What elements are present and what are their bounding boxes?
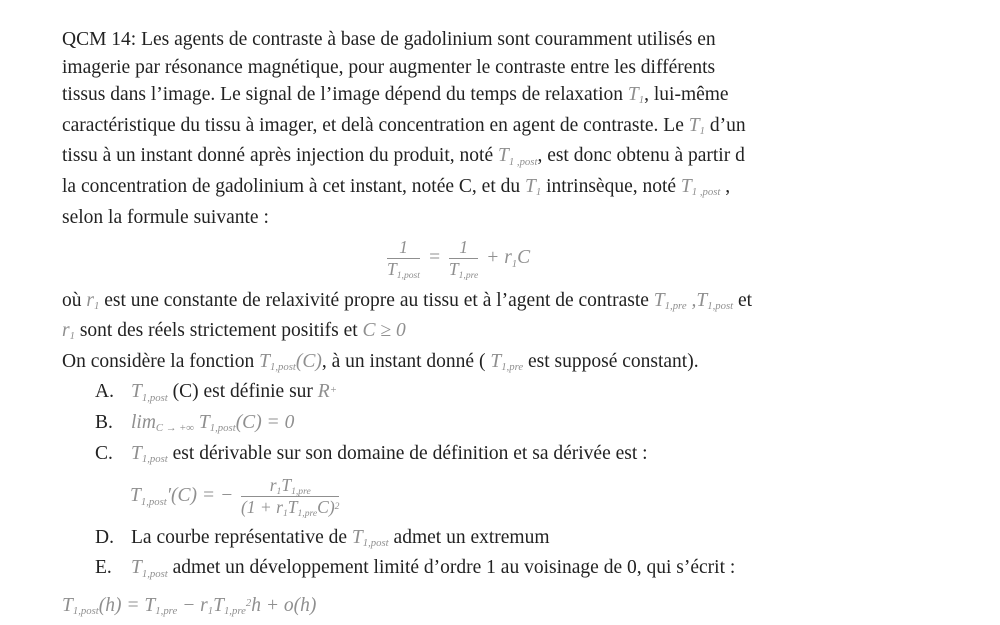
math-run: $T_{1 ,post}$ (497, 145, 538, 168)
text-run: d’un (704, 114, 746, 136)
item-c (62, 440, 964, 471)
text-run: On considère la fonction (62, 350, 260, 372)
text-run: tissu à un instant donné après injection du produit, noté (62, 145, 498, 167)
math-run: $T_{1,post}(C)$ (259, 350, 322, 374)
text-run: la concentration de gadolinium à cet instant, notée C, et du (62, 175, 525, 197)
item-text (131, 554, 735, 585)
para-line-1 (62, 26, 964, 54)
para-line-8 (62, 287, 964, 318)
math-run: R+ (317, 381, 337, 403)
item-text (131, 440, 648, 471)
item-e (62, 554, 964, 585)
item-text (131, 524, 550, 555)
para-line-9 (62, 317, 964, 348)
text-run: intrinsèque, noté (541, 175, 681, 197)
math-run: $T_1$ (688, 114, 705, 137)
para-line-10 (62, 348, 964, 379)
math-run: $T_{1,post}$ (131, 557, 168, 580)
text-run: , à un instant donné ( (321, 350, 491, 372)
math-run: $T_{1 ,post}$ (680, 175, 721, 199)
math-run: $T_1$ (627, 84, 645, 107)
item-marker: E. (95, 557, 112, 579)
item-text (131, 378, 337, 409)
item-d (62, 524, 964, 555)
text-run: selon la formule suivante : (62, 206, 269, 228)
fraction: $\frac{r_1T_{1,pre}}{(1 + r_1T_{1,pre}C)^2}$ (240, 475, 340, 520)
text-run: est une constante de relaxivité propre au tissu et à l’agent de contraste (99, 289, 654, 311)
item-marker: A. (95, 381, 114, 403)
text-run: est supposé constant). (523, 350, 699, 372)
text-run: , (720, 175, 731, 197)
fraction: $\frac{1}{T_{1,pre}}$ (448, 237, 479, 282)
para-line-6 (62, 173, 964, 204)
math-run: $T_{1,pre}$ $,T_{1,post}$ (653, 289, 734, 312)
item-a (62, 378, 964, 409)
text-run: sont des réels strictement positifs et (74, 320, 363, 342)
text-run: admet un développement limité d’ordre 1 au voisinage de 0, qui s’écrit : (167, 557, 736, 579)
text-run: caractéristique du tissu à imager, et delà concentration en agent de contraste. Le (62, 114, 689, 136)
para-line-2 (62, 54, 964, 82)
math-run: $T_{1,pre}$ (490, 350, 524, 374)
text-run: (C) est définie sur (167, 381, 318, 403)
math-run: $r_1$ (86, 289, 100, 312)
item-marker: D. (95, 526, 114, 548)
text-run: et (733, 289, 753, 311)
item-b (62, 409, 964, 440)
math-run: C ≥ 0 (362, 320, 406, 342)
formula-derivative (130, 476, 964, 518)
item-text (131, 409, 294, 440)
text-run: , est donc obtenu à partir d (537, 145, 745, 167)
text-run: QCM 14: Les agents de contraste à base de gadolinium sont couramment utilisés en (62, 29, 716, 50)
formula-main (384, 238, 964, 280)
math-run: $T_{1,post}$ (131, 381, 168, 404)
text-run: tissus dans l’image. Le signal de l’image dépend du temps de relaxation (62, 84, 628, 106)
para-line-3 (62, 81, 964, 112)
text-run: imagerie par résonance magnétique, pour augmenter le contraste entre les différents (62, 56, 716, 78)
math-run: $T_{1,post}$ (131, 442, 168, 465)
math-run: = (422, 247, 446, 269)
para-line-4 (62, 112, 964, 143)
text-run: , lui-même (644, 84, 729, 106)
math-run: $T_{1,post}$ (351, 526, 389, 549)
text-run: La courbe représentative de (131, 526, 352, 548)
text-run: où (62, 289, 87, 311)
para-line-5 (62, 142, 964, 173)
fraction: $\frac{1}{T_{1,post}}$ (387, 237, 420, 282)
math-run: $T_{1,post}(h) = T_{1,pre} - r_1T_{1,pre}^2h + o(h)$ (62, 594, 317, 618)
formula-dl (62, 592, 964, 623)
item-marker: C. (95, 442, 113, 464)
math-run: + $r_1C$ (481, 247, 531, 270)
text-run: est dérivable sur son domaine de définition et sa dérivée est : (167, 442, 648, 464)
math-run: $r_1$ (62, 320, 75, 343)
math-run: $\lim_{C \to +\infty} T_{1,post}(C) = 0$ (131, 412, 295, 435)
text-run: admet un extremum (388, 526, 550, 548)
item-marker: B. (95, 412, 113, 434)
para-line-7 (62, 204, 964, 232)
math-run: $T_1$ (524, 175, 542, 199)
math-run: $T_{1,post}'(C)$ = − (130, 485, 238, 508)
